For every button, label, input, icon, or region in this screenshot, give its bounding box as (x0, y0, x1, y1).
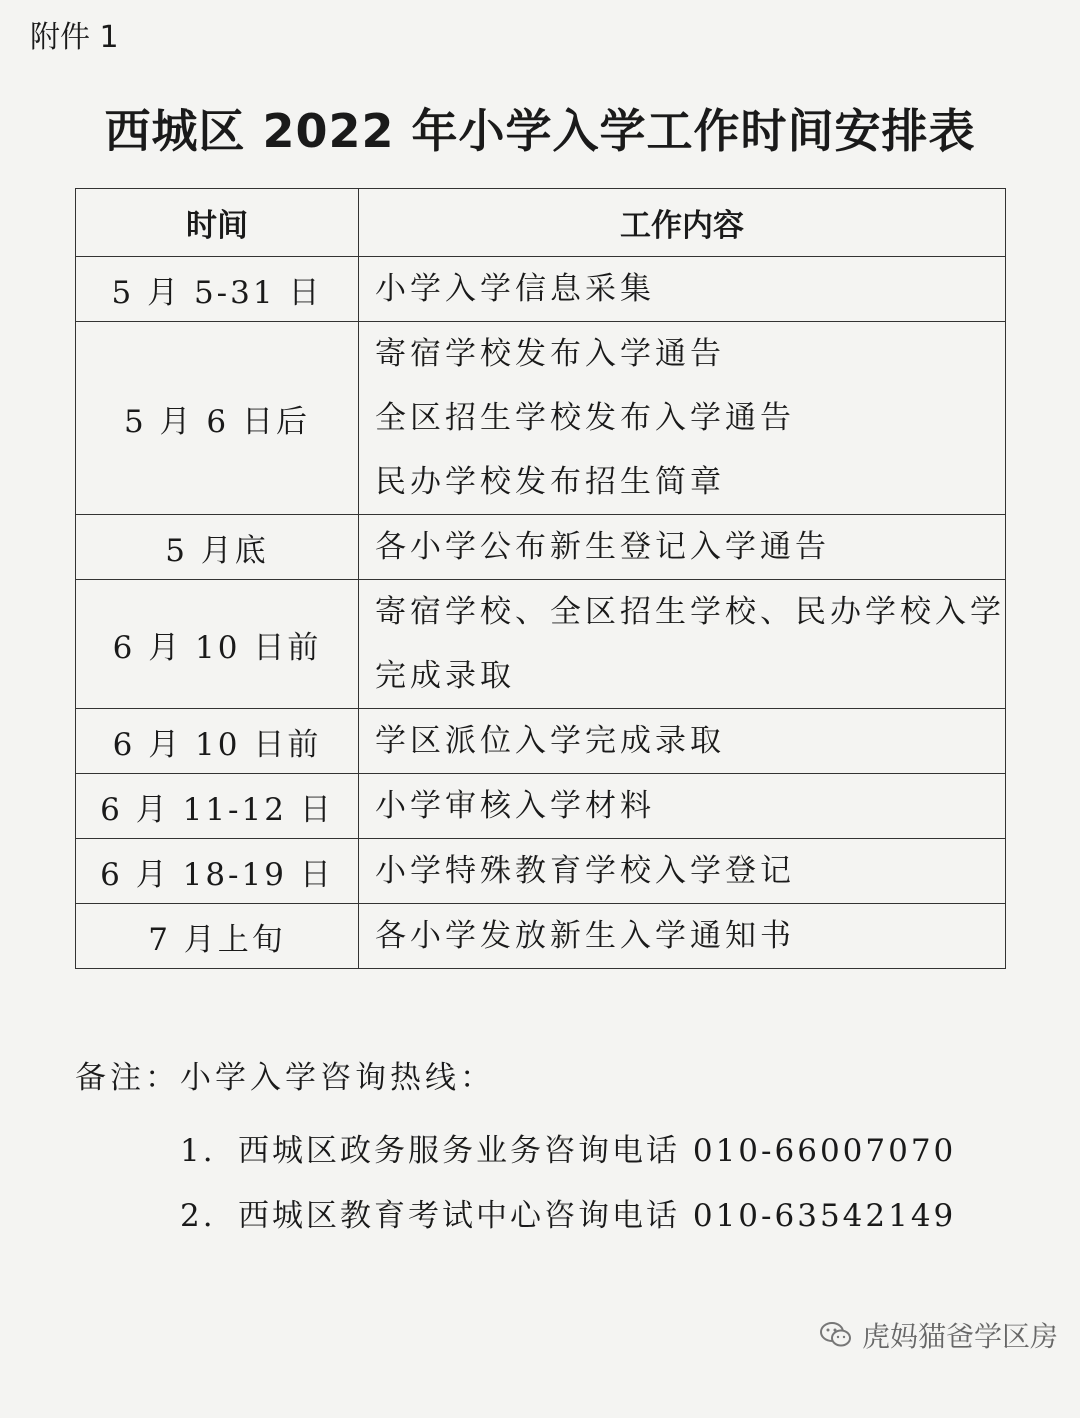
wechat-icon (820, 1321, 852, 1349)
time-text: 6 月 18-19 日 (100, 856, 334, 893)
work-line: 小学特殊教育学校入学登记 (375, 853, 795, 889)
time-text: 7 月上旬 (148, 921, 286, 958)
table-row (76, 580, 1006, 709)
note-number: 1. (180, 1133, 216, 1169)
work-cell (359, 904, 1006, 969)
note-text: 西城区政务服务业务咨询电话 010-66007070 (238, 1133, 957, 1169)
work-line: 完成录取 (375, 658, 515, 694)
work-cell (359, 322, 1006, 515)
time-text: 6 月 10 日前 (112, 726, 322, 763)
time-text: 5 月 5-31 日 (111, 274, 323, 311)
work-line: 小学入学信息采集 (375, 271, 655, 307)
time-cell (76, 257, 359, 322)
notes-heading: 备注：小学入学咨询热线： (75, 1060, 495, 1096)
note-number: 2. (180, 1198, 216, 1234)
note-text: 西城区教育考试中心咨询电话 010-63542149 (238, 1198, 957, 1234)
work-line: 各小学公布新生登记入学通告 (375, 529, 830, 565)
time-cell (76, 774, 359, 839)
work-line: 寄宿学校发布入学通告 (375, 336, 725, 372)
time-cell (76, 515, 359, 580)
work-cell (359, 257, 1006, 322)
attachment-label: 附件 1 (30, 20, 119, 55)
page-title: 西城区 2022 年小学入学工作时间安排表 (104, 104, 976, 158)
work-line: 各小学发放新生入学通知书 (375, 918, 795, 954)
table-row (76, 257, 1006, 322)
time-cell (76, 322, 359, 515)
note-item (180, 1190, 956, 1235)
table-row (76, 839, 1006, 904)
table-row (76, 774, 1006, 839)
time-text: 5 月 6 日后 (123, 403, 310, 440)
time-cell (76, 904, 359, 969)
work-cell (359, 839, 1006, 904)
work-line: 全区招生学校发布入学通告 (375, 400, 795, 436)
time-cell (76, 580, 359, 709)
work-line: 民办学校发布招生简章 (375, 464, 725, 500)
header-work: 工作内容 (359, 189, 1006, 257)
work-line: 小学审核入学材料 (375, 788, 655, 824)
work-cell (359, 709, 1006, 774)
table-row (76, 515, 1006, 580)
watermark-text: 虎妈猫爸学区房 (862, 1320, 1059, 1353)
schedule-table (75, 188, 1006, 969)
note-item (180, 1125, 956, 1170)
work-cell (359, 580, 1006, 709)
watermark (820, 1315, 1058, 1355)
time-cell (76, 709, 359, 774)
table-header-row (76, 189, 1006, 257)
table-row (76, 709, 1006, 774)
table-row (76, 322, 1006, 515)
work-line: 寄宿学校、全区招生学校、民办学校入学 (375, 594, 1005, 630)
header-time: 时间 (76, 189, 359, 257)
work-cell (359, 774, 1006, 839)
time-text: 6 月 11-12 日 (100, 791, 334, 828)
table-row (76, 904, 1006, 969)
time-text: 6 月 10 日前 (112, 629, 322, 666)
work-cell (359, 515, 1006, 580)
work-line: 学区派位入学完成录取 (375, 723, 725, 759)
time-cell (76, 839, 359, 904)
time-text: 5 月底 (165, 532, 269, 569)
